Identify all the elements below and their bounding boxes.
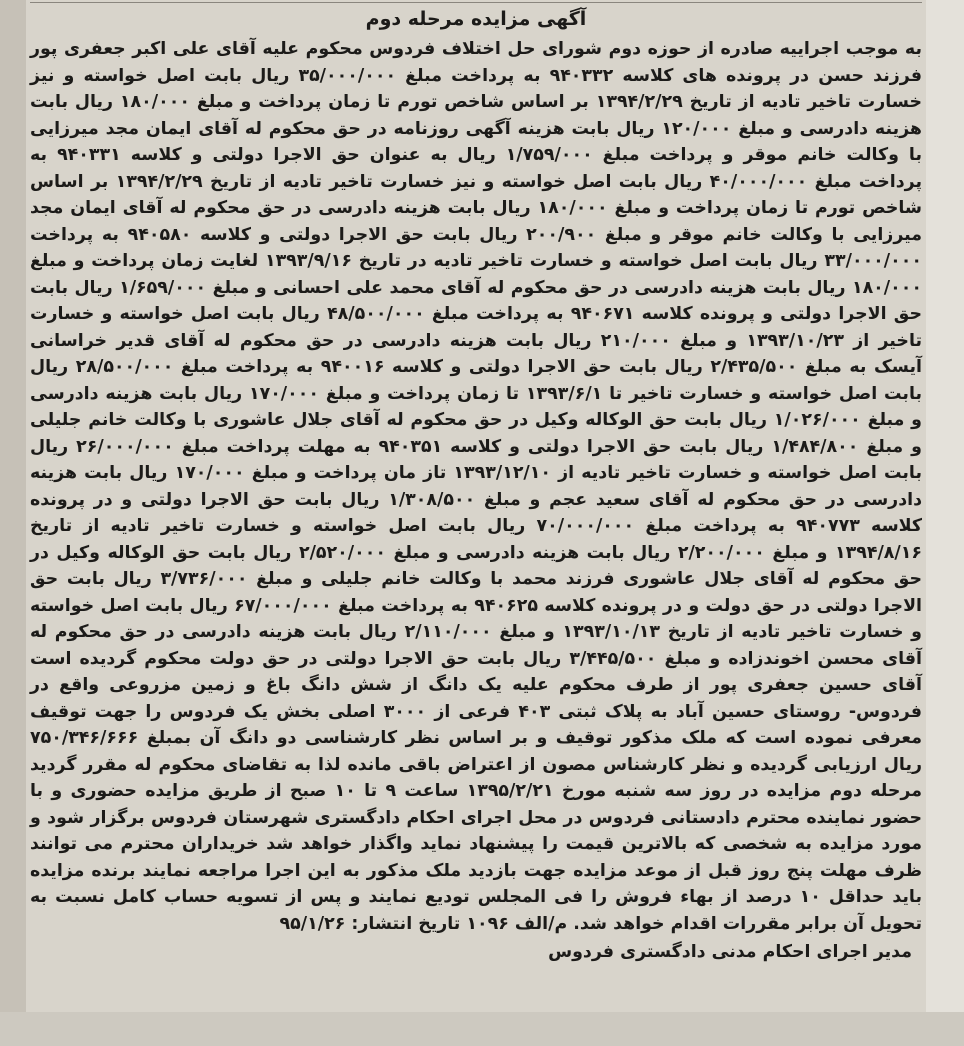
right-margin [926, 0, 964, 1046]
notice-body: به موجب اجراییه صادره از حوزه دوم شورای حل اختلاف فردوس محکوم علیه آقای علی اکبر جعفری پور فرزند حسن در پرونده های کلاسه ۹۴۰۳۳۲ به پرداخت مبلغ ۳۵/۰۰۰/۰۰۰ ریال بابت اصل خواسته و نیز خسارت تاخیر تادیه از تاریخ ۱۳۹۴/۲/۲۹ بر اساس شاخص تورم تا زمان پرداخت و مبلغ ۱۸۰/۰۰۰ ریال بابت هزینه دادرسی و مبلغ ۱۲۰/۰۰۰ ریال بابت هزینه آگهی روزنامه در حق محکوم له آقای ایمان مجد میرزایی با وکالت خانم موقر و پرداخت مبلغ ۱/۷۵۹/۰۰۰ ریال به عنوان حق الاجرا دولتی و کلاسه ۹۴۰۳۳۱ به پرداخت مبلغ ۴۰/۰۰۰/۰۰۰ ریال بابت اصل خواسته و نیز خسارت تاخیر تادیه از تاریخ ۱۳۹۴/۲/۲۹ بر اساس شاخص تورم تا زمان پرداخت و مبلغ ۱۸۰/۰۰۰ ریال بابت هزینه دادرسی در حق محکوم له آقای ایمان مجد میرزایی با وکالت خانم موقر و مبلغ ۲۰۰/۹۰۰ ریال بابت حق الاجرا دولتی و کلاسه ۹۴۰۵۸۰ به پرداخت ۳۳/۰۰۰/۰۰۰ ریال بابت اصل خواسته و خسارت تاخیر تادیه در تاریخ ۱۳۹۳/۹/۱۶ لغایت زمان پرداخت و مبلغ ۱۸۰/۰۰۰ ریال بابت هزینه دادرسی در حق محکوم له آقای محمد علی احسانی و مبلغ ۱/۶۵۹/۰۰۰ ریال بابت حق الاجرا دولتی و پرونده کلاسه ۹۴۰۶۷۱ به پرداخت مبلغ ۴۸/۵۰۰/۰۰۰ ریال بابت اصل خواسته و خسارت تاخیر از ۱۳۹۳/۱۰/۲۳ و مبلغ ۲۱۰/۰۰۰ ریال بابت هزینه دادرسی در حق محکوم له آقای قدیر خراسانی آیسک به مبلغ ۲/۴۳۵/۵۰۰ ریال بابت حق الاجرا دولتی و کلاسه ۹۴۰۰۱۶ به پرداخت مبلغ ۲۸/۵۰۰/۰۰۰ ریال بابت اصل خواسته و خسارت تاخیر تا ۱۳۹۳/۶/۱ تا زمان پرداخت و مبلغ ۱۷۰/۰۰۰ ریال بابت هزینه دادرسی و مبلغ ۱/۰۲۶/۰۰۰ ریال بابت حق الوکاله وکیل در حق محکوم له آقای جلال عاشوری با وکالت خانم جلیلی و مبلغ ۱/۴۸۴/۸۰۰ ریال بابت حق الاجرا دولتی و کلاسه ۹۴۰۳۵۱ به مهلت پرداخت مبلغ ۲۶/۰۰۰/۰۰۰ ریال بابت اصل خواسته و خسارت تاخیر تادیه از ۱۳۹۳/۱۲/۱۰ تاز مان پرداخت و مبلغ ۱۷۰/۰۰۰ ریال بابت هزینه دادرسی در حق محکوم له آقای سعید عجم و مبلغ ۱/۳۰۸/۵۰۰ ریال بابت حق الاجرا دولتی و در پرونده کلاسه ۹۴۰۷۷۳ به پرداخت مبلغ ۷۰/۰۰۰/۰۰۰ ریال بابت اصل خواسته و خسارت تاخیر تادیه از تاریخ ۱۳۹۴/۸/۱۶ و مبلغ ۲/۲۰۰/۰۰۰ ریال بابت هزینه دادرسی و مبلغ ۲/۵۲۰/۰۰۰ ریال بابت حق الوکاله وکیل در حق محکوم له آقای جلال عاشوری فرزند محمد با وکالت خانم جلیلی و مبلغ ۳/۷۳۶/۰۰۰ ریال بابت حق الاجرا دولتی در حق دولت و در پرونده کلاسه ۹۴۰۶۲۵ به پرداخت مبلغ ۶۷/۰۰۰/۰۰۰ ریال بابت اصل خواسته و خسارت تاخیر تادیه از تاریخ ۱۳۹۳/۱۰/۱۳ و مبلغ ۲/۱۱۰/۰۰۰ ریال بابت هزینه دادرسی در حق محکوم له آقای محسن اخوندزاده و مبلغ ۳/۴۴۵/۵۰۰ ریال بابت حق الاجرا دولتی در حق دولت محکوم گردیده است آقای حسین جعفری پور از طرف محکوم علیه یک دانگ از شش دانگ باغ و زمین مزروعی واقع در فردوس- روستای حسین آباد به پلاک ثبتی ۴۰۳ فرعی از ۳۰۰۰ اصلی بخش یک فردوس را جهت توقیف معرفی نموده است که ملک مذکور توقیف و بر اساس نظر کارشناسی دو دانگ آن بمبلغ ۷۵۰/۳۴۶/۶۶۶ ریال ارزیابی گردیده و نظر کارشناس مصون از اعتراض باقی مانده لذا به تقاضای محکوم له مقرر گردید مرحله دوم مزایده در روز سه شنبه مورخ ۱۳۹۵/۲/۲۱ ساعت ۹ تا ۱۰ صبح از طریق مزایده حضوری و با حضور نماینده محترم دادستانی فردوس در محل اجرای احکام دادگستری شهرستان فردوس برگزار شود و مورد مزایده به شخصی که بالاترین قیمت را پیشنهاد نماید واگذار خواهد شد خریداران محترم می توانند ظرف مهلت پنج روز قبل از موعد مزایده جهت بازدید ملک مذکور به این اجرا مراجعه نمایند برنده مزایده باید حداقل ۱۰ درصد از بهاء فروش را فی المجلس تودیع نمایند و پس از تسویه حساب کامل نسبت به تحویل آن برابر مقررات اقدام خواهد شد. م/الف ۱۰۹۶ تاریخ انتشار: ۹۵/۱/۲۶ [30, 39, 923, 934]
top-divider [30, 2, 922, 3]
left-margin [0, 0, 26, 1046]
notice-signature: مدیر اجرای احکام مدنی دادگستری فردوس [548, 942, 912, 962]
notice-title: آگهی مزایده مرحله دوم [365, 8, 587, 30]
bottom-margin [0, 1012, 964, 1046]
auction-notice [30, 6, 922, 1006]
